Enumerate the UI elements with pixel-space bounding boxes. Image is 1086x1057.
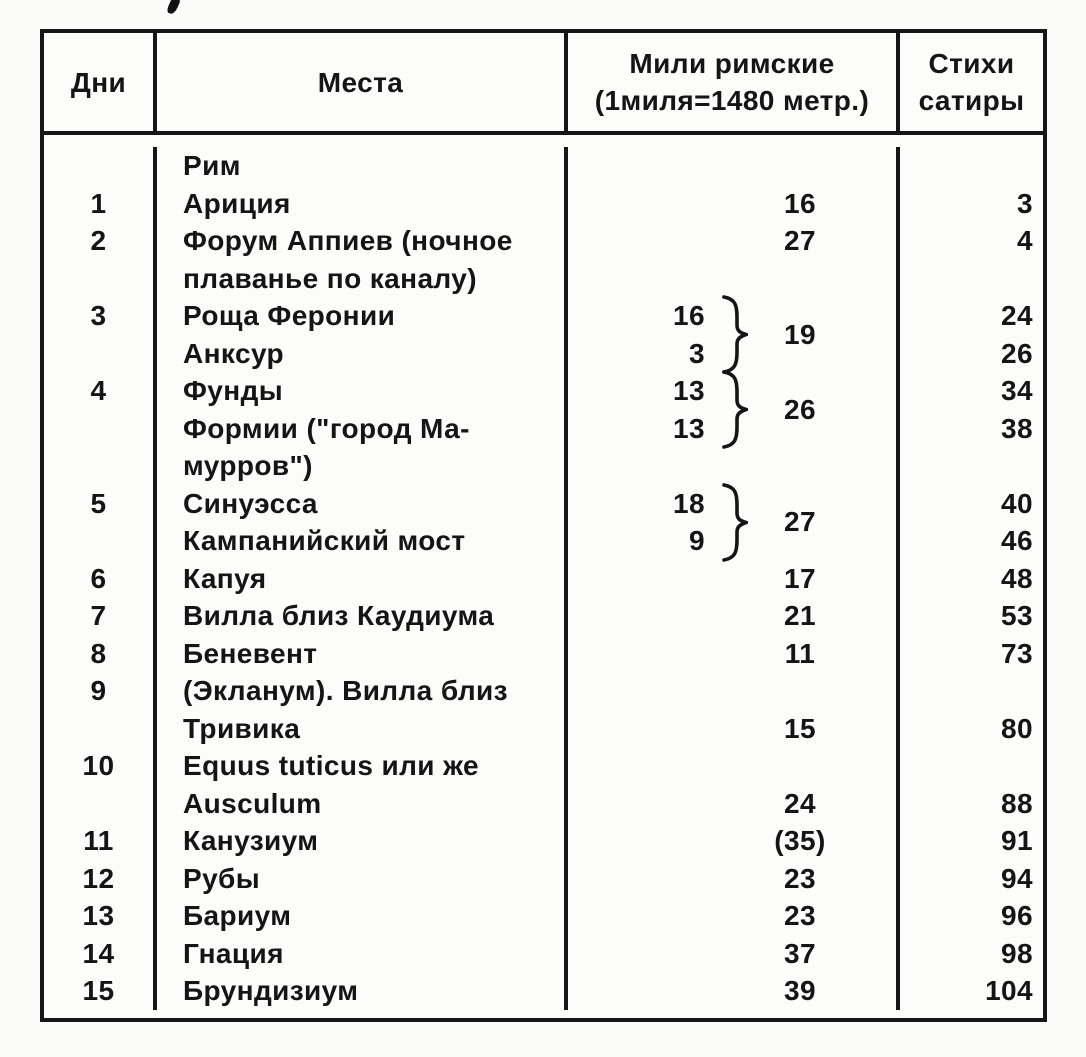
place-name: Equus tuticus или же	[157, 747, 568, 785]
day-number	[44, 447, 157, 485]
place-name: Тривика	[157, 710, 568, 748]
journey-table	[40, 29, 1047, 1022]
table-header-row	[44, 33, 1043, 135]
day-number: 15	[44, 972, 157, 1010]
day-number: 11	[44, 822, 157, 860]
verse-number: 48	[1001, 562, 1033, 594]
place-name: Вилла близ Каудиума	[157, 597, 568, 635]
table-row	[44, 410, 1043, 448]
day-number: 3	[44, 297, 157, 335]
verse-number: 88	[1001, 787, 1033, 819]
table-row	[44, 147, 1043, 185]
miles-combined-value: 19	[784, 318, 816, 350]
miles-cell	[568, 597, 900, 635]
verse-number: 4	[1017, 225, 1033, 256]
header-miles-line2: (1миля=1480 метр.)	[594, 85, 870, 116]
miles-cell	[568, 710, 900, 748]
place-name: Ариция	[157, 185, 568, 223]
place-name: Рим	[157, 147, 568, 185]
miles-leg-value: 13	[673, 412, 705, 444]
miles-cell	[568, 147, 900, 185]
miles-cell	[568, 635, 900, 673]
day-number	[44, 710, 157, 748]
miles-leg-value: 18	[673, 487, 705, 519]
verse-number: 26	[1001, 337, 1033, 369]
header-miles	[568, 33, 900, 131]
miles-value: 27	[784, 225, 816, 256]
miles-leg-value: 9	[689, 525, 705, 556]
header-places	[157, 33, 568, 131]
miles-value: 24	[784, 787, 816, 819]
miles-value: 23	[784, 862, 816, 894]
day-number	[44, 260, 157, 298]
place-name: Роща Феронии	[157, 297, 568, 335]
table-row	[44, 447, 1043, 485]
header-verses-line2: сатиры	[918, 85, 1025, 116]
place-name: Беневент	[157, 635, 568, 673]
miles-cell	[568, 822, 900, 860]
stray-comma-mark	[166, 0, 182, 14]
place-name: Бариум	[157, 897, 568, 935]
verse-number	[900, 147, 1043, 185]
miles-cell	[568, 972, 900, 1010]
header-places-label: Места	[317, 66, 404, 98]
brace-icon	[718, 483, 748, 562]
day-number	[44, 335, 157, 373]
day-number: 12	[44, 860, 157, 898]
miles-value: 23	[784, 900, 816, 931]
place-name: мурров")	[157, 447, 568, 485]
miles-leg-value: 3	[689, 337, 705, 369]
miles-value: 21	[784, 600, 816, 631]
table-row	[44, 710, 1043, 748]
verse-number	[900, 747, 1043, 785]
miles-value: 15	[784, 712, 816, 744]
place-name: Брундизиум	[157, 972, 568, 1010]
table-row	[44, 672, 1043, 710]
place-name: Канузиум	[157, 822, 568, 860]
miles-value: 39	[784, 975, 816, 1006]
day-number	[44, 522, 157, 560]
day-number	[44, 147, 157, 185]
verse-number: 38	[1001, 412, 1033, 444]
day-number	[44, 785, 157, 823]
verse-number: 46	[1001, 525, 1033, 556]
verse-number: 53	[1001, 600, 1033, 631]
place-name: Рубы	[157, 860, 568, 898]
verse-number	[900, 260, 1043, 298]
table-row	[44, 297, 1043, 335]
miles-cell	[568, 860, 900, 898]
verse-number: 80	[1001, 712, 1033, 744]
table-row	[44, 747, 1043, 785]
miles-value: 16	[784, 187, 816, 219]
header-miles-line1: Мили римские	[629, 48, 835, 79]
place-name: (Экланум). Вилла близ	[157, 672, 568, 710]
miles-combined-value: 26	[784, 393, 816, 425]
place-name: Анксур	[157, 335, 568, 373]
table-row	[44, 972, 1043, 1010]
table-row	[44, 522, 1043, 560]
miles-cell	[568, 222, 900, 260]
miles-cell	[568, 560, 900, 598]
verse-number: 3	[1017, 187, 1033, 219]
table-row	[44, 785, 1043, 823]
header-verses	[900, 33, 1043, 131]
brace-icon	[718, 295, 748, 374]
table-row	[44, 222, 1043, 260]
header-verses-line1: Стихи	[928, 48, 1015, 79]
day-number: 4	[44, 372, 157, 410]
place-name: Кампанийский мост	[157, 522, 568, 560]
miles-leg-value: 13	[673, 375, 705, 406]
day-number: 14	[44, 935, 157, 973]
place-name: Форум Аппиев (ночное	[157, 222, 568, 260]
table-row	[44, 897, 1043, 935]
place-name: Формии ("город Ма-	[157, 410, 568, 448]
verse-number: 40	[1001, 487, 1033, 519]
place-name: Капуя	[157, 560, 568, 598]
verse-number: 24	[1001, 300, 1033, 331]
table-row	[44, 597, 1043, 635]
header-days-label: Дни	[70, 66, 127, 98]
table-row	[44, 860, 1043, 898]
miles-cell	[568, 935, 900, 973]
day-number: 2	[44, 222, 157, 260]
day-number: 7	[44, 597, 157, 635]
miles-cell	[568, 447, 900, 485]
verse-number: 98	[1001, 937, 1033, 969]
table-row	[44, 185, 1043, 223]
table-row	[44, 260, 1043, 298]
miles-cell	[568, 785, 900, 823]
verse-number: 94	[1001, 862, 1033, 894]
day-number: 9	[44, 672, 157, 710]
table-row	[44, 372, 1043, 410]
header-days	[44, 33, 157, 131]
day-number: 6	[44, 560, 157, 598]
day-number: 1	[44, 185, 157, 223]
table-row	[44, 822, 1043, 860]
miles-cell	[568, 185, 900, 223]
verse-number: 104	[985, 975, 1033, 1006]
verse-number: 34	[1001, 375, 1033, 406]
miles-cell	[568, 260, 900, 298]
table-row	[44, 485, 1043, 523]
verse-number: 73	[1001, 637, 1033, 669]
place-name: Фунды	[157, 372, 568, 410]
verse-number	[900, 672, 1043, 710]
place-name: Синуэсса	[157, 485, 568, 523]
table-body	[44, 135, 1043, 1018]
miles-value: 11	[784, 637, 816, 669]
day-number: 5	[44, 485, 157, 523]
day-number: 8	[44, 635, 157, 673]
miles-cell	[568, 897, 900, 935]
miles-value: 17	[784, 562, 816, 594]
place-name: плаванье по каналу)	[157, 260, 568, 298]
miles-cell	[568, 672, 900, 710]
brace-icon	[718, 370, 748, 449]
miles-value: 37	[784, 937, 816, 969]
table-row	[44, 335, 1043, 373]
miles-combined-value: 27	[784, 506, 816, 537]
place-name: Ausculum	[157, 785, 568, 823]
verse-number	[900, 447, 1043, 485]
miles-value: (35)	[774, 825, 826, 856]
table-row	[44, 635, 1043, 673]
day-number	[44, 410, 157, 448]
miles-leg-value: 16	[673, 300, 705, 331]
table-row	[44, 560, 1043, 598]
day-number: 13	[44, 897, 157, 935]
miles-cell	[568, 747, 900, 785]
verse-number: 96	[1001, 900, 1033, 931]
table-row	[44, 935, 1043, 973]
day-number: 10	[44, 747, 157, 785]
verse-number: 91	[1001, 825, 1033, 856]
place-name: Гнация	[157, 935, 568, 973]
